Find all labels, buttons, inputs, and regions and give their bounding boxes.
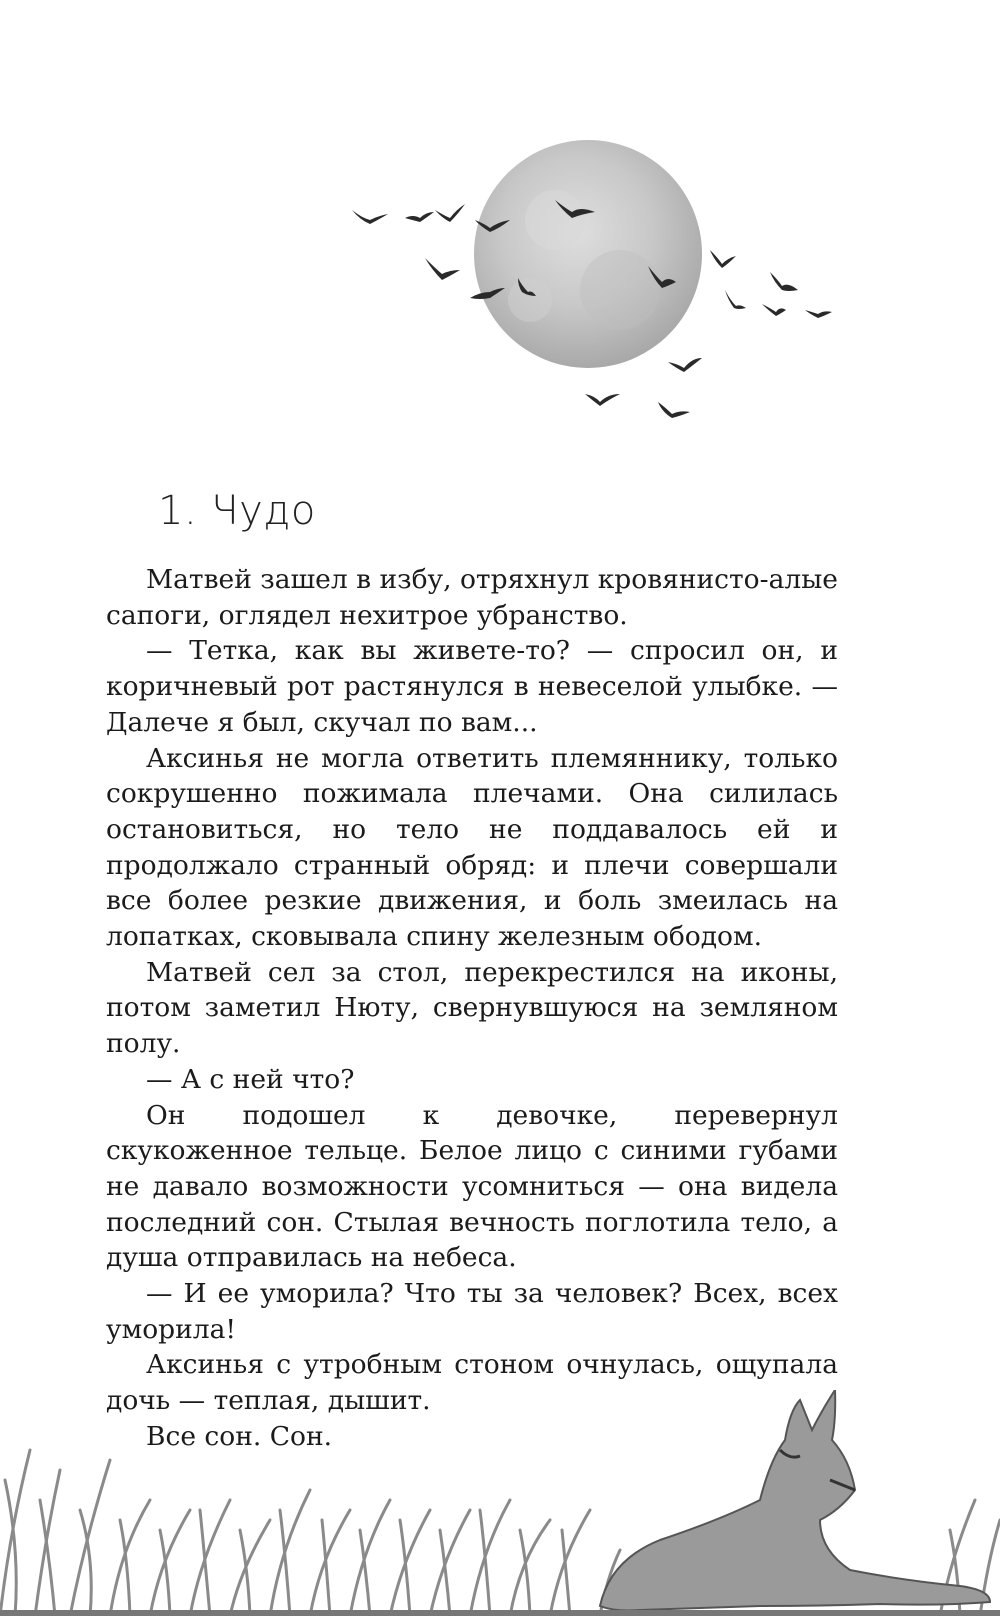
paragraph: — А с ней что?	[146, 1063, 355, 1095]
ground-line	[0, 1610, 1000, 1616]
paragraph: Все сон. Сон.	[146, 1420, 333, 1452]
bird	[405, 212, 434, 222]
bird	[805, 310, 832, 318]
bird	[435, 204, 465, 222]
bird	[710, 250, 736, 268]
paragraph: — И ее уморила? Что ты за человек? Всех, всех уморила!	[106, 1278, 838, 1345]
bird	[725, 290, 746, 309]
wolf	[600, 1390, 990, 1611]
paragraph: Аксинья не могла ответить племяннику, только сокрушенно пожимала плечами. Она силилась остановиться, но тело не поддавалось ей и продолжало странный обряд: и плечи совершали все более резкие движения, и боль змеилась на лопатках, сковывала спину железным ободом.	[106, 742, 838, 953]
chapter-text	[106, 562, 838, 1455]
bird	[585, 394, 620, 406]
bird	[425, 258, 460, 280]
chapter-name: Чудо	[211, 488, 316, 534]
paragraph: Он подошел к девочке, перевернул скукоженное тельце. Белое лицо с синими губами не давало возможности усомниться — она видела последний сон. Стылая вечность поглотила тело, а душа отправилась на небеса.	[106, 1099, 838, 1274]
paragraph: Матвей сел за стол, перекрестился на иконы, потом заметил Нюту, свернувшуюся на земляном полу.	[106, 956, 838, 1060]
bird	[668, 358, 702, 372]
paragraph: Аксинья с утробным стоном очнулась, ощупала дочь — теплая, дышит.	[106, 1349, 838, 1417]
paragraph: Матвей зашел в избу, отряхнул кровянисто-алые сапоги, оглядел нехитрое убранство.	[106, 564, 838, 631]
moon	[474, 140, 702, 368]
chapter-title	[158, 488, 316, 534]
paragraph: — Тетка, как вы живете-то? — спросил он, и коричневый рот растянулся в невеселой улыбке. — Далече я был, скучал по вам...	[106, 635, 838, 738]
bird	[770, 272, 798, 291]
moon-with-birds-illustration	[350, 140, 870, 440]
bird	[762, 304, 786, 316]
wolf-in-grass-illustration	[0, 1390, 1000, 1616]
bird	[658, 402, 690, 418]
chapter-number: 1.	[158, 488, 198, 534]
bird	[352, 210, 388, 224]
